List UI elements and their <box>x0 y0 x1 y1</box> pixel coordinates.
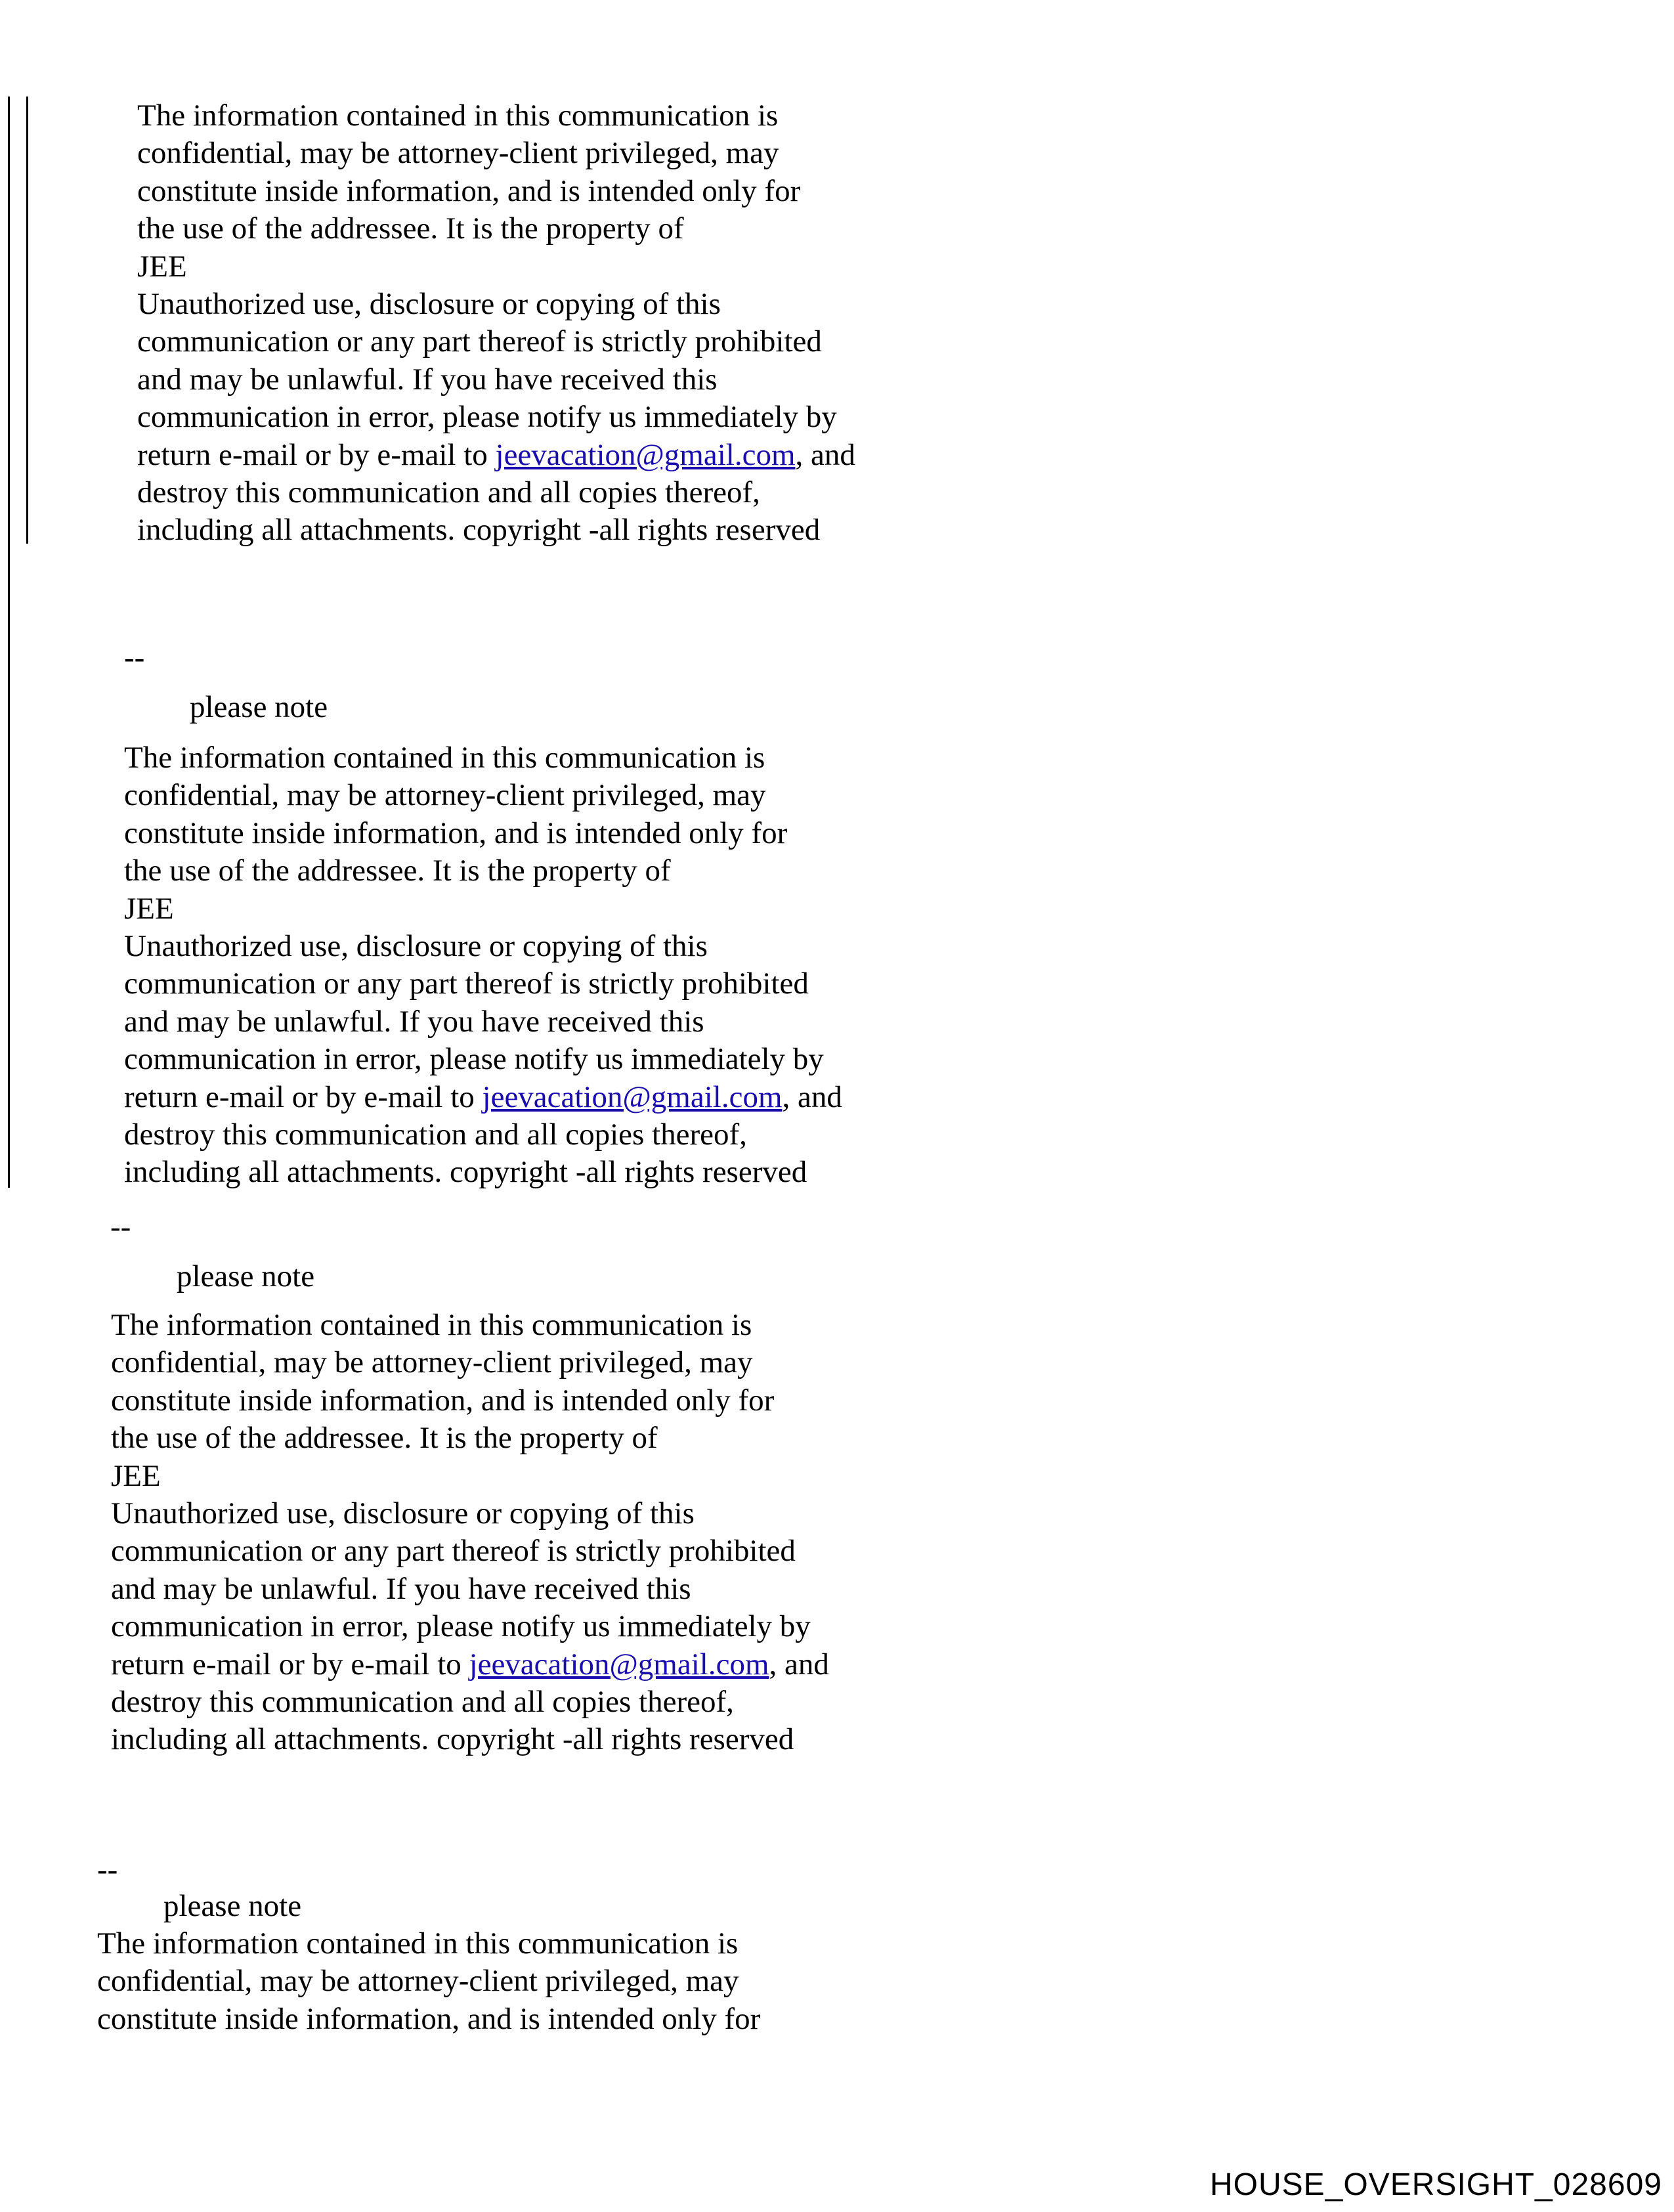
bates-number: HOUSE_OVERSIGHT_028609 <box>1210 2167 1662 2202</box>
notice-line: communication in error, please notify us immediately by <box>137 400 837 435</box>
notice-line: confidential, may be attorney-client privileged, may <box>111 1345 753 1380</box>
notice-line-email <box>124 1079 842 1116</box>
notice-line: Unauthorized use, disclosure or copying of this <box>137 286 721 321</box>
notice-line: communication in error, please notify us immediately by <box>111 1609 811 1644</box>
return-suffix: , and <box>782 1079 842 1114</box>
notice-line: Unauthorized use, disclosure or copying of this <box>111 1496 695 1530</box>
notice-line: JEE <box>111 1458 161 1493</box>
notice-line: and may be unlawful. If you have received this <box>137 362 718 397</box>
notice-line: confidential, may be attorney-client privileged, may <box>137 136 779 171</box>
notice-line: including all attachments. copyright -all rights reserved <box>137 513 821 548</box>
notice-line: destroy this communication and all copies thereof, <box>111 1684 734 1719</box>
confidentiality-notice-4 <box>97 1925 760 2038</box>
confidentiality-notice-3 <box>111 1307 829 1759</box>
return-prefix: return e-mail or by e-mail to <box>111 1647 469 1681</box>
confidentiality-notice-1 <box>137 97 855 550</box>
email-link[interactable]: jeevacation@gmail.com <box>482 1079 783 1114</box>
notice-line: JEE <box>137 249 187 284</box>
notice-line: The information contained in this communication is <box>124 741 765 775</box>
separator: -- <box>97 1853 118 1887</box>
notice-line: constitute inside information, and is intended only for <box>111 1383 775 1418</box>
notice-line: the use of the addressee. It is the property of <box>137 211 684 246</box>
notice-line: destroy this communication and all copies thereof, <box>124 1117 747 1152</box>
notice-line: the use of the addressee. It is the property of <box>111 1421 658 1456</box>
notice-line: The information contained in this communication is <box>137 98 779 133</box>
notice-line-email <box>111 1646 829 1683</box>
notice-line: constitute inside information, and is intended only for <box>137 173 801 208</box>
return-suffix: , and <box>795 437 855 472</box>
notice-line: confidential, may be attorney-client privileged, may <box>124 778 766 813</box>
please-note: please note <box>177 1259 315 1293</box>
please-note: please note <box>190 690 328 724</box>
notice-line: communication or any part thereof is strictly prohibited <box>137 324 822 359</box>
notice-line: the use of the addressee. It is the property of <box>124 854 671 888</box>
notice-line: The information contained in this communication is <box>97 1926 739 1961</box>
confidentiality-notice-2 <box>124 739 842 1192</box>
email-link[interactable]: jeevacation@gmail.com <box>495 437 796 472</box>
notice-line-email <box>137 437 855 474</box>
notice-line: The information contained in this communication is <box>111 1308 752 1342</box>
notice-line: confidential, may be attorney-client privileged, may <box>97 1964 739 1999</box>
notice-line: Unauthorized use, disclosure or copying of this <box>124 928 708 963</box>
return-suffix: , and <box>769 1647 829 1681</box>
notice-line: constitute inside information, and is intended only for <box>97 2001 761 2036</box>
notice-line: communication in error, please notify us immediately by <box>124 1042 824 1077</box>
quote-bar-inner <box>26 97 28 544</box>
return-prefix: return e-mail or by e-mail to <box>124 1079 483 1114</box>
separator: -- <box>124 641 145 675</box>
notice-line: communication or any part thereof is strictly prohibited <box>111 1534 796 1569</box>
return-prefix: return e-mail or by e-mail to <box>137 437 496 472</box>
email-link[interactable]: jeevacation@gmail.com <box>469 1647 769 1681</box>
notice-line: communication or any part thereof is strictly prohibited <box>124 966 809 1001</box>
notice-line: constitute inside information, and is intended only for <box>124 815 788 850</box>
notice-line: and may be unlawful. If you have received this <box>124 1004 704 1039</box>
notice-line: destroy this communication and all copies thereof, <box>137 475 760 510</box>
please-note: please note <box>163 1889 302 1923</box>
notice-line: JEE <box>124 891 174 926</box>
notice-line: and may be unlawful. If you have received this <box>111 1571 691 1606</box>
notice-line: including all attachments. copyright -all rights reserved <box>111 1722 794 1757</box>
quote-bar-outer <box>8 97 10 1188</box>
separator: -- <box>110 1210 131 1244</box>
notice-line: including all attachments. copyright -all rights reserved <box>124 1155 807 1190</box>
